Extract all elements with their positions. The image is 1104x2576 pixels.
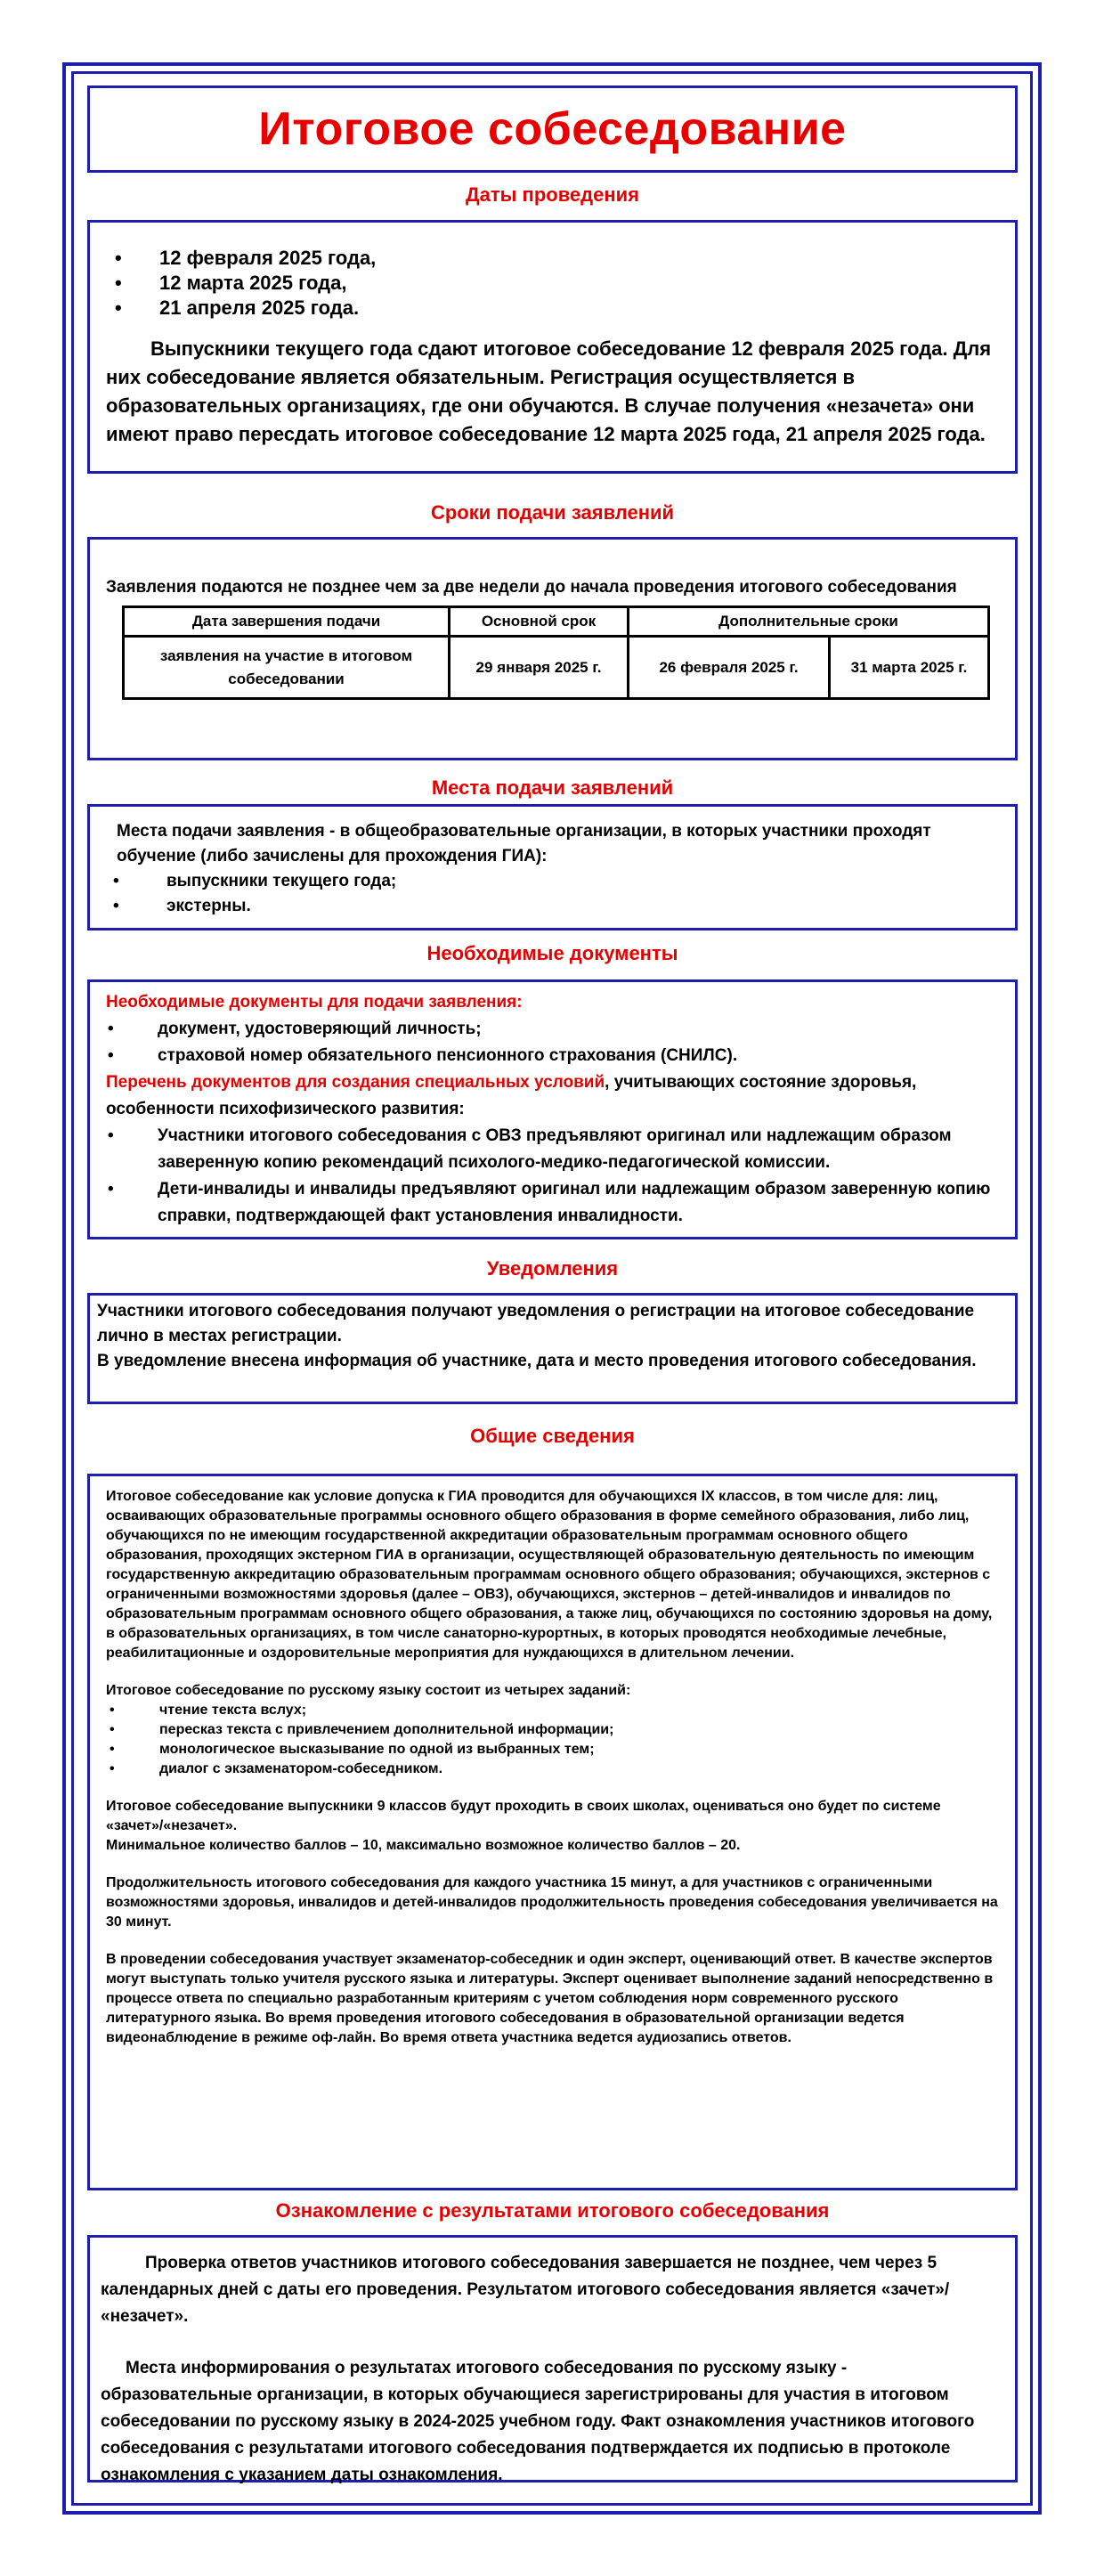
list-item: • монологическое высказывание по одной из выбранных тем; bbox=[106, 1740, 1003, 1759]
table-cell: заявления на участие в итоговом собеседовании bbox=[124, 637, 450, 699]
documents-section bbox=[87, 979, 1018, 1239]
page-title: Итоговое собеседование bbox=[258, 103, 847, 155]
general-p4: Продолжительность итогового собеседования для каждого участника 15 минут, а для участников с ограниченными возможностями здоровья, инвалидов и детей-инвалидов продолжительность проведения собеседования увеличивается на 30 минут. bbox=[106, 1875, 998, 1930]
general-tasks-title: Итоговое собеседование по русскому языку состоит из четырех заданий: bbox=[106, 1683, 631, 1698]
results-section bbox=[87, 2235, 1018, 2483]
documents-list2-title-red: Перечень документов для создания специальных условий bbox=[106, 1073, 605, 1092]
documents-list1 bbox=[106, 1016, 997, 1069]
dates-text: Выпускники текущего года сдают итоговое собеседование 12 февраля 2025 года. Для них собеседование является обязательным. Регистрация осуществляется в образовательных организациях, где они обучаются. В случае получения «незачета» они имеют право пересдать итоговое собеседование 12 марта 2025 года, 21 апреля 2025 года. bbox=[106, 337, 992, 445]
general-p1 bbox=[106, 1487, 1003, 1663]
list-item: • Участники итогового собеседования с ОВЗ предъявляют оригинал или надлежащим образом заверенную копию рекомендаций психолого-медико-педагогической комиссии. bbox=[106, 1123, 997, 1176]
list-item: • экстерны. bbox=[117, 894, 997, 919]
general-section bbox=[87, 1474, 1018, 2190]
title-box bbox=[87, 85, 1018, 173]
dates-heading: Даты проведения bbox=[465, 183, 640, 206]
documents-list2-title bbox=[106, 1069, 997, 1123]
notifications-section bbox=[87, 1293, 1018, 1404]
documents-list1-title: Необходимые документы для подачи заявления: bbox=[106, 993, 523, 1012]
list-item: • выпускники текущего года; bbox=[117, 869, 997, 894]
documents-list2-title-rest: , учитывающих состояние здоровья, особенности психофизического развития: bbox=[106, 1073, 917, 1118]
general-p3-text: Итоговое собеседование выпускники 9 классов будут проходить в своих школах, оцениваться оно будет по системе «зачет»/«незачет». bbox=[106, 1799, 941, 1833]
list-item: • документ, удостоверяющий личность; bbox=[106, 1016, 997, 1043]
general-p3b-text: Минимальное количество баллов – 10, максимально возможное количество баллов – 20. bbox=[106, 1838, 741, 1853]
list-item: • 12 февраля 2025 года, bbox=[106, 246, 995, 271]
list-item: • Дети-инвалиды и инвалиды предъявляют оригинал или надлежащим образом заверенную копию справки, подтверждающей факт установления инвалидности. bbox=[106, 1176, 997, 1230]
results-p2: Места информирования о результатах итогового собеседования по русскому языку - образовательные организации, в которых обучающиеся зарегистрированы для участия в итоговом собеседовании по русскому языку в 2024-2025 учебном году. Факт ознакомления участников итогового собеседования с результатами итогового собеседования подтверждается их подписью в протоколе ознакомления с указанием даты ознакомления. bbox=[101, 2359, 975, 2484]
places-list bbox=[117, 869, 997, 919]
table-cell: Дополнительные сроки bbox=[629, 607, 989, 637]
general-p3 bbox=[106, 1797, 1003, 1856]
table-cell: Дата завершения подачи bbox=[124, 607, 450, 637]
general-p1-lead: Итоговое собеседование bbox=[106, 1489, 284, 1504]
list-item: • 12 марта 2025 года, bbox=[106, 271, 995, 296]
table-cell: 26 февраля 2025 г. bbox=[629, 637, 830, 699]
list-item: • чтение текста вслух; bbox=[106, 1701, 1003, 1720]
list-item: • 21 апреля 2025 года. bbox=[106, 296, 995, 321]
results-p1: Проверка ответов участников итогового собеседования завершается не позднее, чем через 5 календарных дней с даты его проведения. Результатом итогового собеседования является «зачет»/ «незачет». bbox=[101, 2254, 950, 2326]
table-cell: 29 января 2025 г. bbox=[450, 637, 629, 699]
list-item: • диалог с экзаменатором-собеседником. bbox=[106, 1759, 1003, 1779]
general-heading: Общие сведения bbox=[470, 1425, 635, 1447]
notifications-p1: Участники итогового собеседования получают уведомления о регистрации на итоговое собеседование лично в местах регистрации. bbox=[97, 1302, 975, 1345]
table-cell: 31 марта 2025 г. bbox=[830, 637, 989, 699]
general-tasks-list bbox=[106, 1701, 1003, 1779]
documents-heading: Необходимые документы bbox=[426, 942, 678, 964]
dates-list bbox=[106, 246, 995, 321]
places-heading: Места подачи заявлений bbox=[431, 776, 674, 799]
notifications-p2: В уведомление внесена информация об участнике, дата и место проведения итогового собеседования. bbox=[97, 1352, 977, 1370]
general-p5: В проведении собеседования участвует экзаменатор-собеседник и один эксперт, оценивающий ответ. В качестве экспертов могут выступать только учителя русского языка и литературы. Эксперт оценивает выполнение заданий непосредственно в процессе ответа по специально разработанным критериям с учетом соблюдения норм современного русского литературного языка. Во время проведения итогового собеседования в образовательной организации ведется видеонаблюдение в режиме оф-лайн. Во время ответа участника ведется аудиозапись ответов. bbox=[106, 1952, 994, 2045]
documents-list2 bbox=[106, 1123, 997, 1230]
results-heading: Ознакомление с результатами итогового собеседования bbox=[275, 2199, 830, 2222]
deadlines-table bbox=[122, 605, 990, 700]
dates-section bbox=[87, 220, 1018, 474]
deadlines-heading: Сроки подачи заявлений bbox=[430, 501, 675, 524]
table-cell: Основной срок bbox=[450, 607, 629, 637]
notifications-heading: Уведомления bbox=[486, 1257, 619, 1280]
places-intro: Места подачи заявления - в общеобразовательные организации, в которых участники проходят обучение (либо зачислены для прохождения ГИА): bbox=[117, 822, 931, 865]
places-section bbox=[87, 804, 1018, 930]
list-item: • пересказ текста с привлечением дополнительной информации; bbox=[106, 1720, 1003, 1740]
deadlines-section bbox=[87, 537, 1018, 760]
deadlines-intro: Заявления подаются не позднее чем за две недели до начала проведения итогового собеседования bbox=[106, 578, 957, 597]
list-item: • страховой номер обязательного пенсионного страхования (СНИЛС). bbox=[106, 1043, 997, 1069]
general-p1-rest: как условие допуска к ГИА проводится для обучающихся IX классов, в том числе для: лиц, осваивающих образовательные программы основного общего образования в форме семейного образования, либо лиц, обучающихся по не имеющим государственной аккредитации образовательным программам основного общего образования, проходящих экстерном ГИА в организации, осуществляющей образовательную деятельность по имеющим государственную аккредитацию образовательным программам основного общего образования; обучающихся, экстернов с ограниченными возможностями здоровья (далее – ОВЗ), обучающихся, экстернов – детей-инвалидов и инвалидов по образовательным программам основного общего образования, а также лиц, обучающихся по состоянию здоровья на дому, в образовательных организациях, в том числе санаторно-курортных, в которых проводятся необходимые лечебные, реабилитационные и оздоровительные мероприятия для нуждающихся в длительном лечении. bbox=[106, 1489, 993, 1661]
